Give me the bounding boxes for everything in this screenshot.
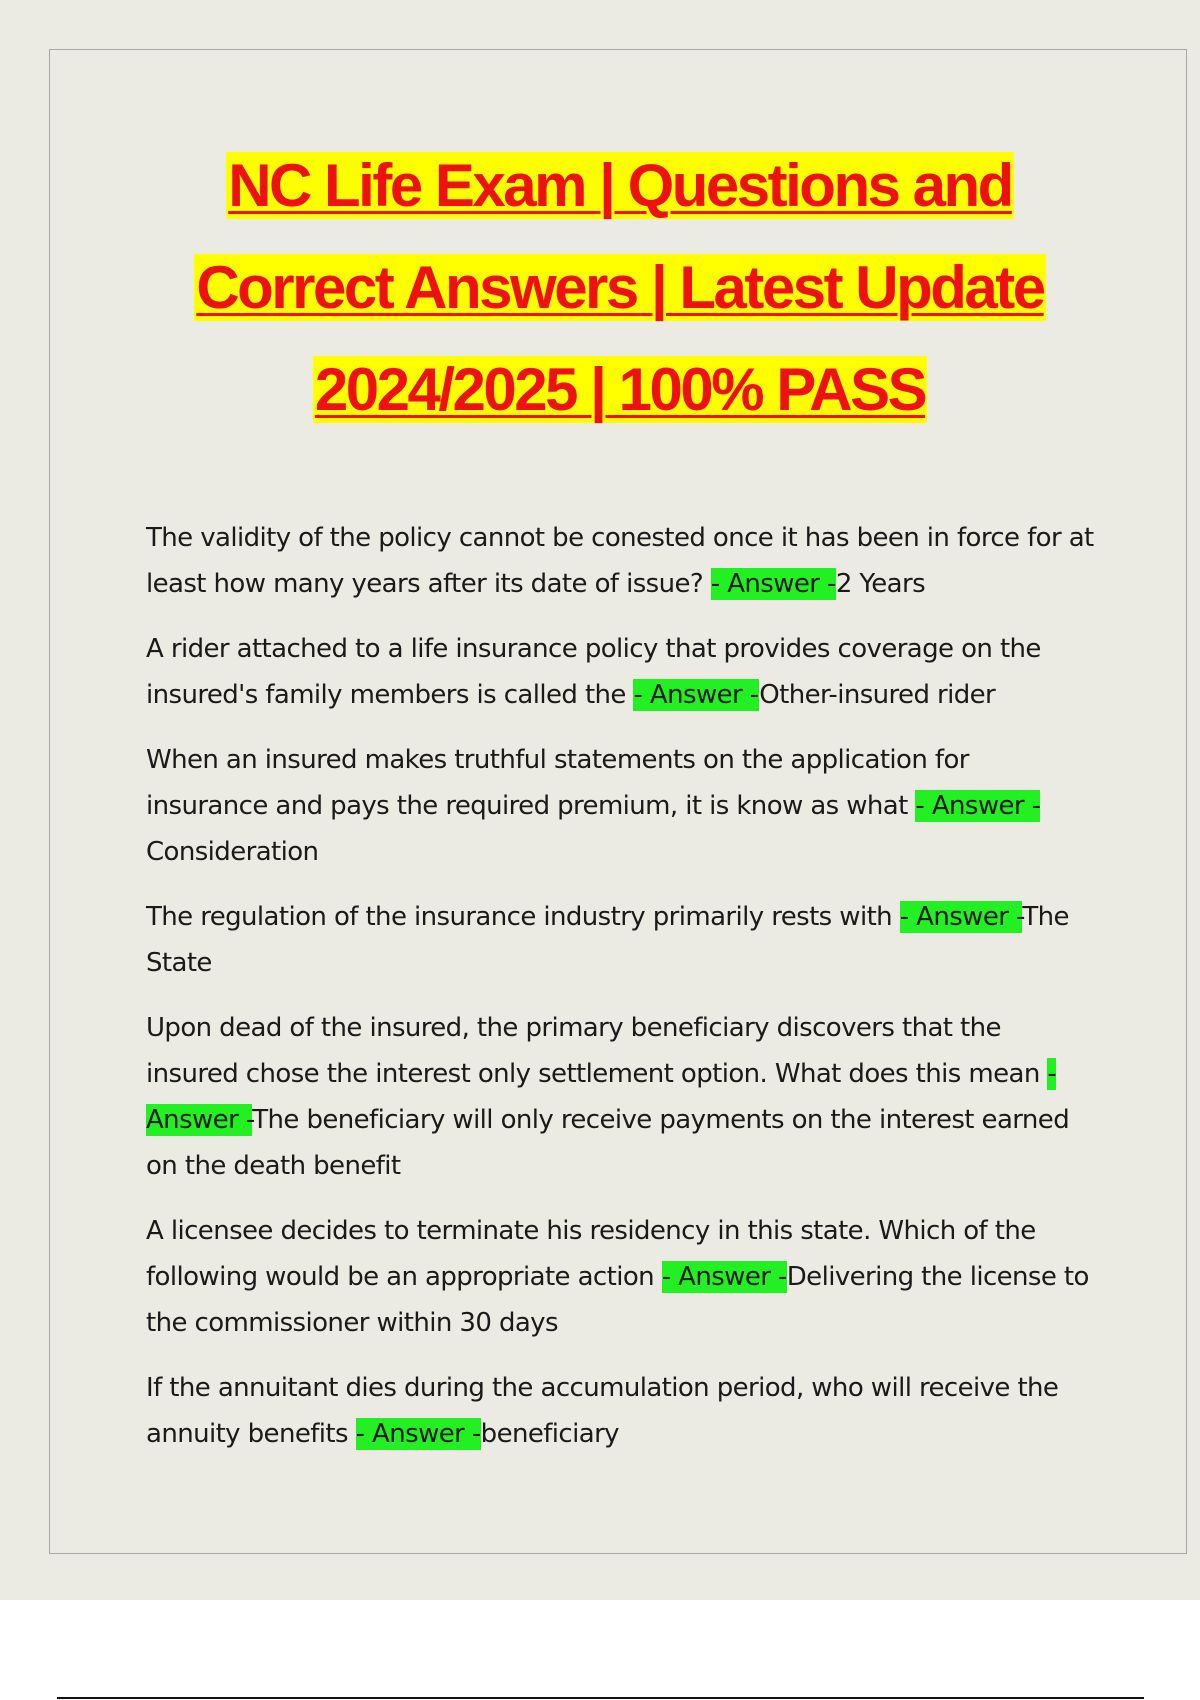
qa-item xyxy=(146,1365,1096,1457)
answer-text: Delivering the license to the commissioner within 30 days xyxy=(146,1262,1089,1338)
answer-marker: - Answer - xyxy=(899,902,1023,932)
qa-item xyxy=(146,515,1096,607)
answer-marker: - Answer - xyxy=(915,791,1041,821)
title-line xyxy=(226,152,1014,219)
answer-text: The State xyxy=(146,902,1069,978)
answer-marker: - Answer - xyxy=(661,1262,787,1292)
title-line-text: 2024/2025 | 100% PASS xyxy=(314,356,926,423)
title-line-text: Correct Answers | Latest Update xyxy=(196,254,1044,321)
qa-item xyxy=(146,1005,1096,1189)
question-text: A rider attached to a life insurance policy that provides coverage on the insured's family members is called the xyxy=(146,634,1041,710)
answer-text: beneficiary xyxy=(480,1419,619,1449)
answer-marker: - Answer - xyxy=(146,1059,1057,1135)
answer-text: Consideration xyxy=(146,837,319,867)
question-text: If the annuitant dies during the accumulation period, who will receive the annuity benefits xyxy=(146,1373,1059,1449)
title-line xyxy=(313,356,927,423)
answer-text: 2 Years xyxy=(835,569,926,599)
qa-list xyxy=(146,515,1096,1476)
qa-item xyxy=(146,1208,1096,1346)
qa-item xyxy=(146,894,1096,986)
footer-rule xyxy=(57,1697,1144,1699)
answer-marker: - Answer - xyxy=(710,569,836,599)
answer-text: Other-insured rider xyxy=(759,680,996,710)
question-text: When an insured makes truthful statements on the application for insurance and pays the required premium, it is know as what xyxy=(146,745,969,821)
answer-text: The beneficiary will only receive payments on the interest earned on the death benefit xyxy=(146,1105,1070,1181)
question-text: The regulation of the insurance industry primarily rests with xyxy=(146,902,900,932)
qa-item xyxy=(146,737,1096,875)
qa-item xyxy=(146,626,1096,718)
question-text: Upon dead of the insured, the primary beneficiary discovers that the insured chose the interest only settlement option. What does this mean xyxy=(146,1013,1048,1089)
question-text: The validity of the policy cannot be conested once it has been in force for at least how many years after its date of issue? xyxy=(146,523,1094,599)
answer-marker: - Answer - xyxy=(355,1419,481,1449)
document-title xyxy=(100,135,1140,441)
question-text: A licensee decides to terminate his residency in this state. Which of the following would be an appropriate action xyxy=(146,1216,1036,1292)
title-line xyxy=(194,254,1045,321)
answer-marker: - Answer - xyxy=(633,680,760,710)
title-line-text: NC Life Exam | Questions and xyxy=(228,152,1012,219)
